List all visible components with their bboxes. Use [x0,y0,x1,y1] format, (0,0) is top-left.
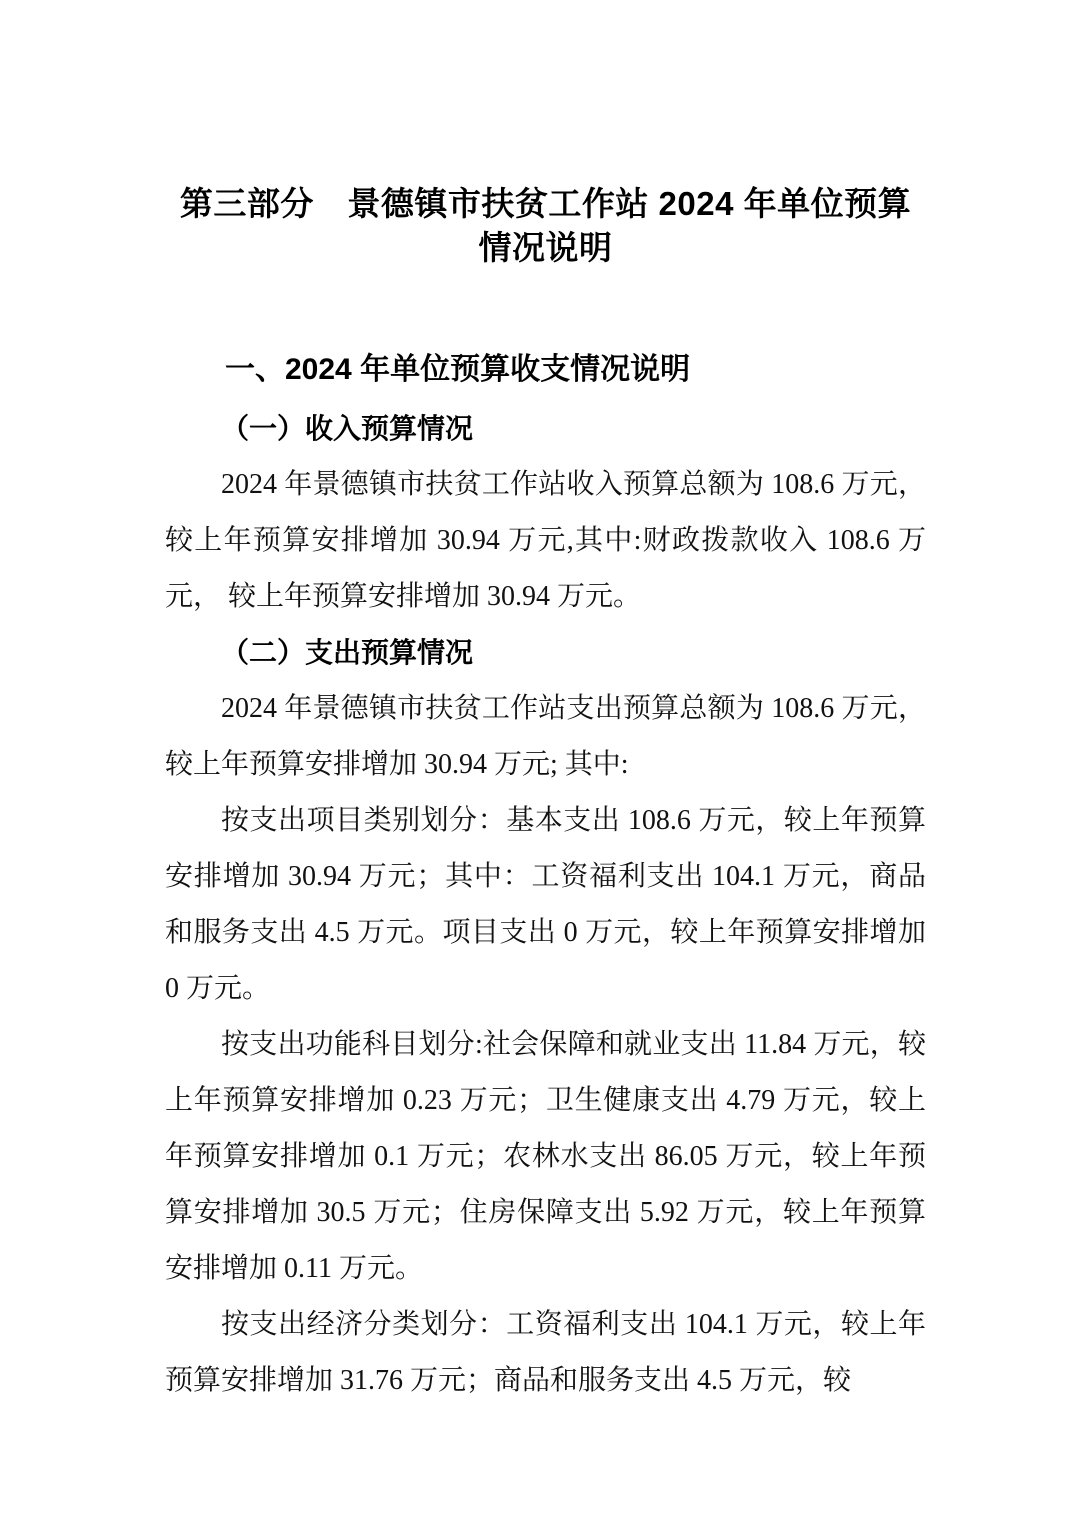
paragraph: 按支出功能科目划分:社会保障和就业支出 11.84 万元，较上年预算安排增加 0.23 万元；卫生健康支出 4.79 万元，较上年预算安排增加 0.1 万元；农林水支出 86.05 万元，较上年预算安排增加 30.5 万元；住房保障支出 5.92 万元，较上年预算安排增加 0.11 万元。 [165,1029,926,1284]
page-title: 第三部分 景德镇市扶贫工作站 2024 年单位预算情况说明 [179,185,912,266]
paragraph: 按支出项目类别划分：基本支出 108.6 万元，较上年预算安排增加 30.94 万元；其中：工资福利支出 104.1 万元，商品和服务支出 4.5 万元。项目支出 0 万元，较上年预算安排增加 0 万元。 [165,805,926,1004]
paragraph: 2024 年景德镇市扶贫工作站收入预算总额为 108.6 万元，较上年预算安排增加 30.94 万元,其中:财政拨款收入 108.6 万元， 较上年预算安排增加 30.94 万元。 [165,469,926,612]
subsection-heading: （二）支出预算情况 [221,637,474,668]
section-heading: 一、2024 年单位预算收支情况说明 [225,353,691,386]
paragraph: 2024 年景德镇市扶贫工作站支出预算总额为 108.6 万元，较上年预算安排增加 30.94 万元; 其中: [165,693,926,780]
subsections [165,401,926,1409]
paragraph: 按支出经济分类划分：工资福利支出 104.1 万元，较上年预算安排增加 31.76 万元；商品和服务支出 4.5 万元，较 [165,1309,926,1396]
subsection-heading: （一）收入预算情况 [221,413,474,444]
